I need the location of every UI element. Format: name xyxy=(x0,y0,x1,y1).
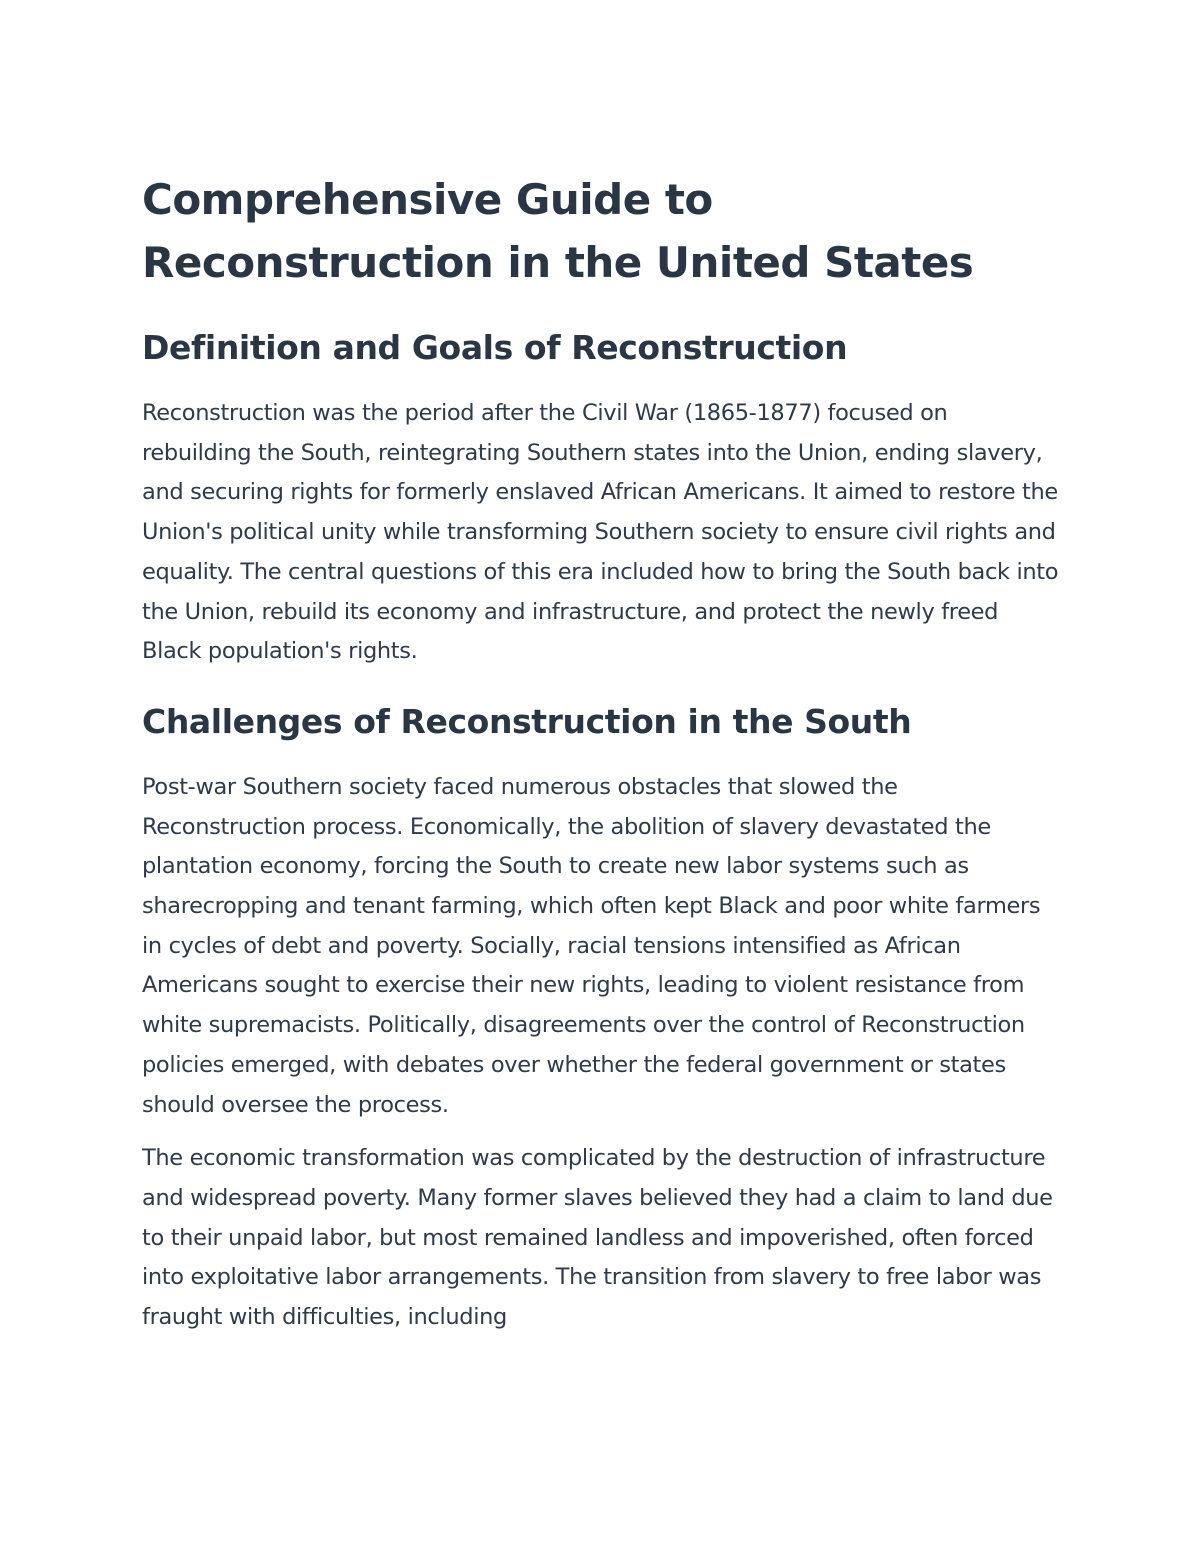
section-heading-challenges: Challenges of Reconstruction in the South xyxy=(142,701,912,741)
paragraph-challenges-obstacles: Post-war Southern society faced numerous obstacles that slowed the Reconstruction process. Economically, the abolition of slavery devastated the plantation economy, forcing the South to create new labor systems such as sharecropping and tenant farming, which often kept Black and poor white farmers in cycles of debt and poverty. Socially, racial tensions intensified as African Americans sought to exercise their new rights, leading to violent resistance from white supremacists. Politically, disagreements over the control of Reconstruction policies emerged, with debates over whether the federal government or states should oversee the process. xyxy=(142,773,1041,1118)
document-title: Comprehensive Guide to Reconstruction in the United States xyxy=(142,175,974,287)
section-challenges xyxy=(142,700,1060,1338)
section-heading-definition-goals: Definition and Goals of Reconstruction xyxy=(142,328,848,367)
paragraph-definition: Reconstruction was the period after the Civil War (1865-1877) focused on rebuilding the South, reintegrating Southern states into the Union, ending slavery, and securing rights for formerly enslaved African Americans. It aimed to restore the Union's political unity while transforming Southern society to ensure civil rights and equality. The central questions of this era included how to bring the South back into the Union, rebuild its economy and infrastructure, and protect the newly freed Black population's rights. xyxy=(142,400,1059,665)
paragraph-challenges-economic: The economic transformation was complicated by the destruction of infrastructure and widespread poverty. Many former slaves believed they had a claim to land due to their unpaid labor, but most remained landless and impoverished, often forced into exploitative labor arrangements. The transition from slavery to free labor was fraught with difficulties, including xyxy=(142,1145,1053,1331)
section-definition-goals xyxy=(142,326,1060,672)
